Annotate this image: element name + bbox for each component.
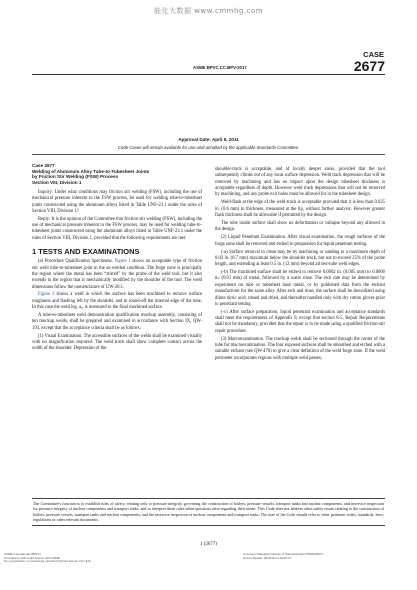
right-paragraph: (-c) After surface preparation, liquid penetrant examination and acceptance standards shall meet the requirements of Appendix 8, except that section 8-5, Repair Requirements shall not be mandatory, provided that the repair is to be made using a qualified friction-stir repair procedure.: [215, 309, 385, 334]
paragraph-d: (1) Visual Examination. The accessible surfaces of the welds shall be examined visually with no magnification required. The weld track shall show complete contact across the width of the shoulder. Depression of the: [32, 333, 202, 352]
paragraph-a-lead: (a) Procedure Qualification Specimens.: [38, 259, 113, 265]
paragraph-b: [32, 292, 202, 311]
watermark: 能化大数据 www.cmmhg.com: [153, 7, 264, 15]
right-paragraph: Weld-flash at the edge of the weld-track is acceptable provided that it is less than 0.025 in. (0.6 mm) in thickness, measured at the lip, without further analysis. However greater flash thickness shall be allowable if permitted by the design.: [215, 200, 385, 218]
approval-date: Approval Date: April 6, 2011: [178, 137, 239, 142]
section-title: 1 TESTS AND EXAMINATIONS: [32, 247, 140, 257]
case-title-line: by Friction Stir Welding (FSW) Process: [32, 174, 119, 180]
paragraph-c: A tube-to-tubesheet weld demonstration qualification mockup assembly, consisting of ten mockup welds, shall be prepared and examined in accordance with Section IX, QW-193, except that the acceptance criteria shall be as follows:: [32, 313, 202, 331]
right-paragraph: (2) Liquid Penetrant Examination. After visual examination, the rough surfaces of the forge zone shall be removed and etched in preparation for liquid penetrant testing.: [215, 235, 385, 247]
committee-footnote: The Committee's function is to establish rules of safety, relating only to pressure integrity, governing the construction of boilers, pressure vessels, transport tanks and nuclear components, and inservice inspection for pressure integrity of nuclear components and transport tanks, and to interpret these rules when questions arise regarding their intent. This Code does not address other safety issues relating to the construction of boilers, pressure vessels, transport tanks and nuclear components, and the inservice inspection of nuclear components and transport tanks. The user of the Code should refer to other pertinent codes, standards, laws, regulations or other relevant documents.: [32, 498, 385, 526]
license-footer-left: ASME International (BPVC) Provided by IHS under license with ASME No reproduction or networking permitted without license from IHS: [4, 552, 91, 564]
case-number: 2677: [353, 58, 385, 74]
case-label: CASE: [363, 50, 384, 59]
page-number: 1 (2677): [199, 542, 218, 547]
case-title-line: Welding of Aluminum Alloy Tube-to-Tubesheet Joints: [32, 168, 150, 174]
approval-note: Code Cases will remain available for use until annulled by the applicable Standards Committee.: [117, 145, 300, 150]
approval-rule: [32, 154, 385, 155]
paragraph-b-body: shows a weld in which the surface has been machined to remove surface roughness and flashing left by the shoulder, and to round-off the internal edge of the tube. In this case the weld leg, aₑ, is measured to the final machined surface.: [32, 292, 202, 311]
paragraph-a: [32, 259, 202, 291]
right-paragraph: The tube inside surface shall show no deformation or collapse beyond any allowed in the design.: [215, 220, 385, 233]
code-line: ASME BPVC.CC.BPV-2017: [193, 65, 247, 70]
right-paragraph: (3) Macroexamination. The mockup welds shall be sectioned through the center of the tube for macroexamination. The four exposed surfaces shall be smoothed and etched with a suitable etchant (see QW-470) to give a clear definition of the weld forge zone. If the weld perimeter incorporates regions with multiple weld passes,: [215, 336, 385, 361]
right-column: [215, 167, 385, 364]
left-column: [32, 163, 202, 354]
figure-2-link[interactable]: Figure 2: [38, 292, 55, 298]
reply-paragraph: Reply: It is the opinion of the Committee that friction stir welding (FSW), including the use of mechanical pressure inherent to the FSW process, may be used for welding tube-to-tubesheet joints constructed using the aluminum alloys listed in Table UNF-23.1 under the rules of Section VIII, Division 1, provided that the following requirements are met.: [32, 216, 202, 241]
license-footer-right: Licensee=Shanghai Institute of Standardization/5964000077 Not for Resale, 2019/11/14 10:35:37: [243, 552, 324, 560]
paragraph-a-body: shows an acceptable type of friction stir weld tube-to-tubesheet joint in the as-welded condition. The forge zone is principally the region where the metal has been “stirred” by the probe of the weld tool, but it also extends to the region that is mechanically modified by the shoulder of the tool. The weld dimensions follow the nomenclature of UW-20.1.: [32, 259, 202, 290]
case-title-line: Section VIII, Division 1: [32, 180, 82, 186]
header-rule: [32, 74, 385, 75]
case-title-line: Case 2677: [32, 163, 55, 168]
case-title: [32, 163, 202, 186]
right-paragraph: (-b) The machined surface shall be etched to remove 0.0002 in. (0.005 mm) to 0.0006 in. (0.01 mm) of metal, followed by a water rinse. The etch rate may be determined by experiment on tube or tubesheet base metal, or by published data from the etchant manufacturer for the same alloy. After etch and rinse, the surface shall be deoxidized using dilute nitric acid, rinsed and dried, and thereafter handled only with dry cotton gloves prior to penetrant testing.: [215, 270, 385, 307]
right-paragraph: (-a) Surface removal to clean may be by machining or sanding to a maximum depth of 0.03 in. (0.7 mm) maximum below the shoulder track, but not to exceed 25% of the probe length, and extending at least 0.5 in. (12 mm) beyond all test-tube weld edges.: [215, 249, 385, 268]
figure-1-link[interactable]: Figure 1: [114, 259, 131, 265]
inquiry-paragraph: Inquiry: Under what conditions may friction stir welding (FSW), including the use of mechanical pressure inherent to the FSW process, be used for welding tube-to-tubesheet joints constructed using the aluminum alloys listed in Table UNF-23.1 under the rules of Section VIII, Division 1?: [32, 189, 202, 214]
right-paragraph: shoulder-track is acceptable, and of locally deeper areas, provided that the tool subsequently climbs out of any local surface depression. Weld track depression that will be removed by machining and has no impact upon the design tubesheet thickness is acceptable regardless of depth. However weld track depressions that will not be removed by machining, and any probe exit holes must be allowed for in the tubesheet design.: [215, 167, 385, 198]
